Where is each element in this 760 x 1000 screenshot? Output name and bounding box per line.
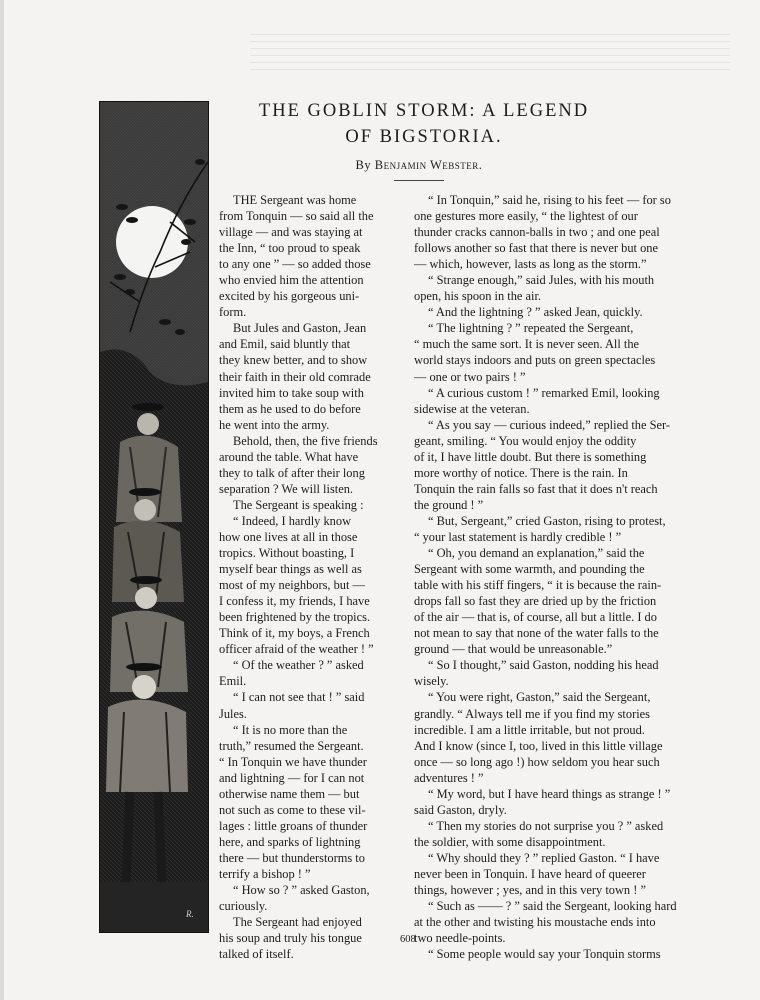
byline-prefix: By	[355, 158, 375, 172]
text-line: been frightened by the tropics.	[219, 610, 371, 625]
artist-signature: R.	[186, 909, 194, 919]
text-line: And I know (since I, too, lived in this little village	[414, 738, 663, 753]
text-line: “ Of the weather ? ” asked	[233, 658, 364, 673]
text-line: “ Indeed, I hardly know	[233, 513, 352, 528]
moon-icon	[116, 206, 188, 278]
text-line: separation ? We will listen.	[219, 481, 354, 496]
text-line: village — and was staying at	[219, 225, 363, 240]
text-line: “ In Tonquin,” said he, rising to his feet — for so	[428, 193, 671, 207]
text-line: adventures ! ”	[414, 770, 484, 785]
text-line: “ And the lightning ? ” asked Jean, quickly.	[428, 305, 643, 320]
scan-edge	[0, 0, 4, 1000]
text-line: But Jules and Gaston, Jean	[233, 321, 367, 336]
text-line: lages : little groans of thunder	[219, 818, 368, 833]
text-line: their faith in their old comrade	[219, 369, 371, 384]
text-line: “ The lightning ? ” repeated the Sergeant,	[428, 321, 634, 336]
text-line: Behold, then, the five friends	[233, 433, 378, 448]
text-line: “ Then my stories do not surprise you ? ” asked	[428, 818, 664, 833]
text-line: more worthy of notice. There is the rain. In	[414, 465, 628, 480]
text-line: “ As you say — curious indeed,” replied the Ser-	[428, 417, 670, 432]
text-line: “ How so ? ” asked Gaston,	[233, 883, 370, 898]
text-line: one gestures more easily, “ the lightest of our	[414, 209, 638, 224]
text-line: truth,” resumed the Sergeant.	[219, 738, 364, 753]
text-line: Think of it, my boys, a French	[219, 626, 370, 641]
text-line: — which, however, lasts as long as the storm.”	[414, 257, 647, 272]
text-line: they to talk of after their long	[219, 465, 365, 480]
text-line: them as he used to do before	[219, 401, 361, 416]
text-line: from Tonquin — so said all the	[219, 209, 374, 224]
text-line: The Sergeant had enjoyed	[233, 915, 362, 930]
text-line: “ So I thought,” said Gaston, nodding his head	[428, 658, 659, 673]
text-line: not such as come to these vil-	[219, 802, 366, 817]
text-line: Jules.	[219, 706, 247, 721]
text-line: of it, I have little doubt. But there is something	[414, 449, 647, 464]
title-rule	[394, 180, 444, 181]
text-line: grandly. “ Always tell me if you find my stories	[414, 706, 650, 721]
text-line: Tonquin the rain falls so fast that it does n't reach	[414, 481, 658, 496]
text-line: form.	[219, 305, 247, 320]
text-line: The Sergeant is speaking :	[233, 497, 364, 512]
text-line: sidewise at the veteran.	[414, 401, 530, 416]
page-number: 608	[400, 934, 416, 945]
text-line: — one or two pairs ! ”	[414, 369, 526, 384]
text-line: drops fall so fast they are dried up by the friction	[414, 594, 657, 609]
text-line: at the other and twisting his moustache ends into	[414, 915, 656, 930]
text-line: they knew better, and to show	[219, 353, 368, 368]
text-line: “ You were right, Gaston,” said the Sergeant,	[428, 690, 651, 705]
article-title	[214, 98, 634, 150]
text-line: said Gaston, dryly.	[414, 802, 507, 817]
title-line-1: THE GOBLIN STORM: A LEGEND	[258, 101, 590, 121]
text-line: the ground ! ”	[414, 497, 484, 512]
text-line: “ your last statement is hardly credible ! ”	[414, 529, 622, 544]
text-line: geant, smiling. “ You would enjoy the oddity	[414, 433, 637, 448]
text-line: around the table. What have	[219, 449, 359, 464]
show-through-text	[250, 30, 730, 70]
text-line: “ My word, but I have heard things as strange ! ”	[428, 786, 671, 801]
text-line: once — so long ago !) how seldom you hear such	[414, 754, 660, 769]
text-line: “ much the same sort. It is never seen. All the	[414, 337, 640, 352]
text-line: wisely.	[414, 674, 449, 689]
text-line: “ Why should they ? ” replied Gaston. “ I have	[428, 850, 660, 865]
text-line: open, his spoon in the air.	[414, 289, 541, 304]
text-line: table with his stiff fingers, “ it is because the rain-	[414, 578, 662, 593]
text-line: terrify a bishop ! ”	[219, 866, 311, 881]
text-line: of the air — that is, of course, all but a little. I do	[414, 610, 657, 625]
text-line: curiously.	[219, 899, 268, 914]
text-line: and Emil, said bluntly that	[219, 337, 351, 352]
text-line: and lightning — for I can not	[219, 770, 365, 785]
text-line: who envied him the attention	[219, 273, 364, 288]
right-text-column	[414, 192, 677, 962]
text-line: “ In Tonquin we have thunder	[219, 754, 367, 769]
text-line: incredible. I am a little irritable, but not proud.	[414, 722, 645, 737]
text-line: his soup and truly his tongue	[219, 931, 362, 946]
text-line: “ Such as —— ? ” said the Sergeant, looking hard	[428, 899, 677, 914]
byline	[214, 158, 624, 173]
byline-author: Benjamin Webster.	[374, 158, 483, 172]
text-line: things, however ; yes, and in this very town ! ”	[414, 883, 646, 898]
text-line: THE Sergeant was home	[233, 193, 357, 207]
text-line: “ Oh, you demand an explanation,” said the	[428, 546, 645, 561]
text-line: two needle-points.	[414, 931, 506, 946]
text-line: thunder cracks cannon-balls in two ; and one peal	[414, 225, 660, 240]
text-line: the Inn, “ too proud to speak	[219, 241, 361, 256]
text-line: otherwise name them — but	[219, 786, 360, 801]
text-line: not mean to say that none of the water falls to the	[414, 626, 659, 641]
text-line: officer afraid of the weather ! ”	[219, 642, 374, 657]
title-line-2: OF BIGSTORIA.	[345, 127, 503, 147]
text-line: “ I can not see that ! ” said	[233, 690, 365, 705]
text-line: ground — that would be unreasonable.”	[414, 642, 613, 657]
text-line: myself bear things as well as	[219, 562, 362, 577]
text-line: world stays indoors and puts on green spectacles	[414, 353, 656, 368]
text-line: invited him to take soup with	[219, 385, 364, 400]
text-line: to any one ” — so added those	[219, 257, 371, 272]
text-line: “ But, Sergeant,” cried Gaston, rising to protest,	[428, 513, 666, 528]
text-line: “ Strange enough,” said Jules, with his mouth	[428, 273, 655, 288]
text-line: here, and sparks of lightning	[219, 834, 361, 849]
text-line: the soldier, with some disappointment.	[414, 834, 606, 849]
text-line: excited by his gorgeous uni-	[219, 289, 360, 304]
text-line: talked of itself.	[219, 947, 294, 962]
text-line: Emil.	[219, 674, 247, 689]
left-text-column	[219, 192, 378, 962]
moon-and-marching-soldiers-illustration	[99, 101, 209, 933]
text-line: I confess it, my friends, I have	[219, 594, 370, 609]
text-line: how one lives at all in those	[219, 529, 358, 544]
text-line: “ It is no more than the	[233, 722, 348, 737]
text-line: follows another so fast that there is never but one	[414, 241, 658, 256]
text-line: “ Some people would say your Tonquin storms	[428, 947, 661, 962]
text-line: tropics. Without boasting, I	[219, 546, 355, 561]
text-line: he went into the army.	[219, 417, 330, 432]
text-line: there — but thunderstorms to	[219, 850, 365, 865]
text-line: Sergeant with some warmth, and pounding the	[414, 562, 645, 577]
text-line: never been in Tonquin. I have heard of queerer	[414, 866, 646, 881]
text-line: most of my neighbors, but —	[219, 578, 365, 593]
text-line: “ A curious custom ! ” remarked Emil, looking	[428, 385, 660, 400]
